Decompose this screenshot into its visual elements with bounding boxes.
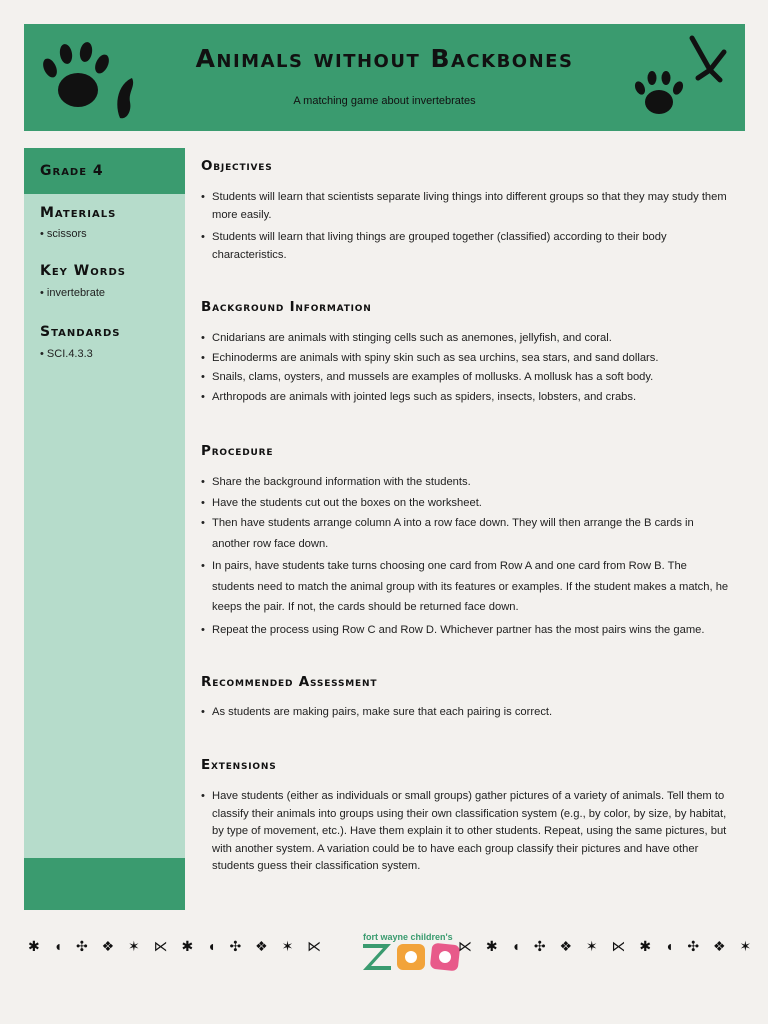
list-item: • In pairs, have students take turns choosing one card from Row A and one card from Row B. The students need to match the animal group with its features or examples. If the student makes a match, he keeps the pair. If not, the cards should be returned face down. <box>201 556 731 618</box>
background-heading: Background Information <box>201 299 372 315</box>
list-item: • Students will learn that living things are grouped together (classified) according to their body characteristics. <box>201 228 731 264</box>
list-item: • Then have students arrange column A into a row face down. They will then arrange the B cards in another row face down. <box>201 513 731 554</box>
list-item: • Share the background information with the students. <box>201 472 731 493</box>
animal-tracks-icon: ✱ ◖ ✣ ❖ ✶ ⋉ ✱ ◖ ✣ ❖ ✶ ⋉ <box>28 938 327 954</box>
standards-heading: Standards <box>40 324 121 340</box>
extensions-list <box>201 788 731 876</box>
footer <box>24 930 757 970</box>
list-item: • Repeat the process using Row C and Row D. Whichever partner has the most pairs wins the game. <box>201 620 731 641</box>
extensions-heading: Extensions <box>201 757 277 773</box>
assessment-list <box>201 703 731 721</box>
title-banner <box>24 24 745 131</box>
materials-item: • scissors <box>40 228 87 240</box>
paw-print-icon <box>632 68 684 120</box>
zoo-logo-icon <box>361 942 463 972</box>
sidebar <box>24 148 185 910</box>
keywords-item: • invertebrate <box>40 287 106 299</box>
animal-tracks-icon: ⋉ ✱ ◖ ✣ ❖ ✶ ⋉ ✱ ◖ ✣ ❖ ✶ <box>458 938 757 954</box>
list-item: • Snails, clams, oysters, and mussels are examples of mollusks. A mollusk has a soft body. <box>201 368 731 388</box>
list-item: • Cnidarians are animals with stinging cells such as anemones, jellyfish, and coral. <box>201 329 731 349</box>
keywords-heading: Key Words <box>40 263 126 279</box>
standards-item: • SCI.4.3.3 <box>40 348 93 360</box>
objectives-heading: Objectives <box>201 158 273 174</box>
list-item: • Have the students cut out the boxes on the worksheet. <box>201 493 731 514</box>
zoo-logo-tagline: fort wayne children's <box>363 932 453 942</box>
materials-heading: Materials <box>40 205 117 221</box>
grade-label: Grade 4 <box>40 163 104 179</box>
assessment-heading: Recommended Assessment <box>201 674 378 690</box>
list-item: • Have students (either as individuals or small groups) gather pictures of a variety of animals. Tell them to classify their animals into groups using their own classification system (e.g., by color, by size, by habitat, by type of movement, etc.). Have them explain it to other students. Repeat, using the same pictures, but with another system. A variation could be to have each group classify their pictures and have other students guess their classification system. <box>201 788 731 876</box>
list-item: • As students are making pairs, make sure that each pairing is correct. <box>201 703 731 721</box>
procedure-heading: Procedure <box>201 443 274 459</box>
list-item: • Students will learn that scientists separate living things into different groups so that they may study them more easily. <box>201 188 731 224</box>
objectives-list <box>201 188 731 264</box>
page-title: Animals without Backbones <box>195 44 574 73</box>
procedure-list <box>201 472 731 640</box>
sidebar-bottom-block <box>24 858 185 910</box>
background-list <box>201 329 731 408</box>
list-item: • Echinoderms are animals with spiny skin such as sea urchins, sea stars, and sand dollars. <box>201 349 731 369</box>
page-subtitle: A matching game about invertebrates <box>293 95 476 107</box>
list-item: • Arthropods are animals with jointed legs such as spiders, insects, lobsters, and crabs. <box>201 388 731 408</box>
